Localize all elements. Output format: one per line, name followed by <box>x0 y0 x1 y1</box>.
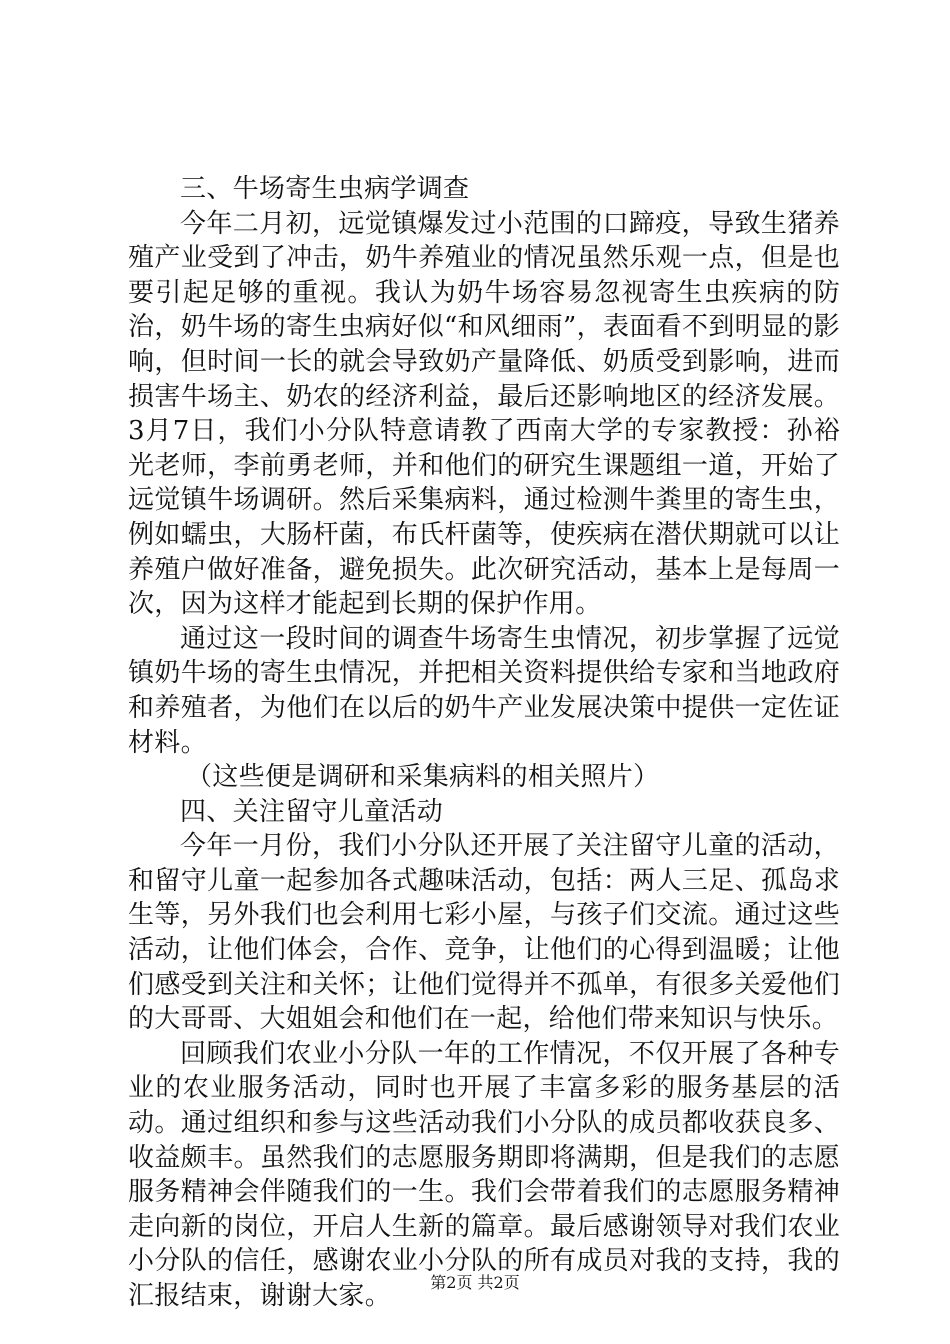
paragraph: 今年二月初，远觉镇爆发过小范围的口蹄疫，导致生猪养殖产业受到了冲击，奶牛养殖业的情况虽然乐观一点，但是也要引起足够的重视。我认为奶牛场容易忽视寄生虫疾病的防治，奶牛场的寄生虫病好似“和风细雨”，表面看不到明显的影响，但时间一长的就会导致奶产量降低、奶质受到影响，进而损害牛场主、奶农的经济利益，最后还影响地区的经济发展。3月7日，我们小分队特意请教了西南大学的专家教授：孙裕光老师，李前勇老师，并和他们的研究生课题组一道，开始了远觉镇牛场调研。然后采集病料，通过检测牛粪里的寄生虫，例如蠕虫，大肠杆菌，布氏杆菌等，使疾病在潜伏期就可以让养殖户做好准备，避免损失。此次研究活动，基本上是每周一次，因为这样才能起到长期的保护作用。 <box>128 208 840 620</box>
paragraph: 通过这一段时间的调查牛场寄生虫情况，初步掌握了远觉镇奶牛场的寄生虫情况，并把相关资料提供给专家和当地政府和养殖者，为他们在以后的奶牛产业发展决策中提供一定佐证材料。 <box>128 623 840 758</box>
document-body <box>128 172 840 1314</box>
page-number: 第2页 共2页 <box>430 1273 520 1292</box>
section-heading-4: 四、关注留守儿童活动 <box>180 796 444 827</box>
paragraph: 今年一月份，我们小分队还开展了关注留守儿童的活动，和留守儿童一起参加各式趣味活动，包括：两人三足、孤岛求生等，另外我们也会利用七彩小屋，与孩子们交流。通过这些活动，让他们体会，合作、竞争，让他们的心得到温暖；让他们感受到关注和关怀；让他们觉得并不孤单，有很多关爱他们的大哥哥、大姐姐会和他们在一起，给他们带来知识与快乐。 <box>128 831 840 1035</box>
photo-caption: （这些便是调研和采集病料的相关照片） <box>186 762 660 793</box>
section-heading-3: 三、牛场寄生虫病学调查 <box>180 174 470 204</box>
paragraph: 回顾我们农业小分队一年的工作情况，不仅开展了各种专业的农业服务活动，同时也开展了丰富多彩的服务基层的活动。通过组织和参与这些活动我们小分队的成员都收获良多、收益颇丰。虽然我们的志愿服务期即将满期，但是我们的志愿服务精神会伴随我们的一生。我们会带着我们的志愿服务精神走向新的岗位，开启人生新的篇章。最后感谢领导对我们农业小分队的信任，感谢农业小分队的所有成员对我的支持，我的汇报结束，谢谢大家。 <box>128 1038 840 1311</box>
